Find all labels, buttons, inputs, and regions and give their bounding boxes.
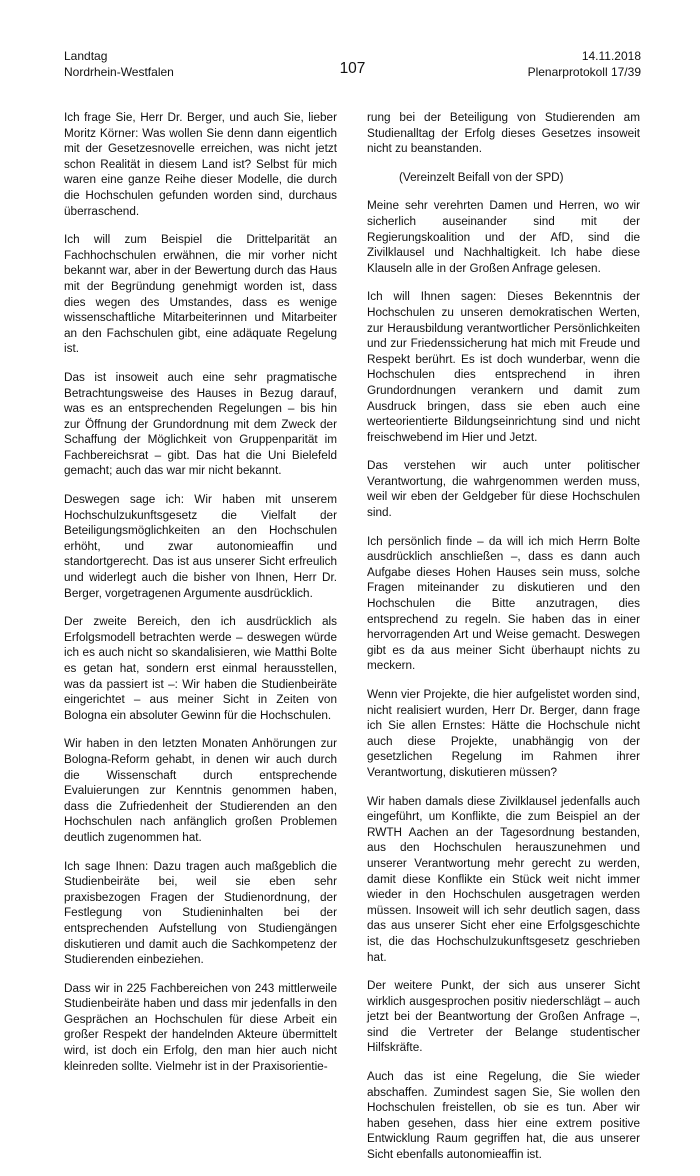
right-column xyxy=(367,110,640,1176)
paragraph: Ich sage Ihnen: Dazu tragen auch maßgeblich die Studienbeiräte bei, weil sie eben sehr praxisbezogen Fragen der Studienordnung, der Festlegung von Studieninhalten bei der entsprechenden Aufstellung von Studiengängen diskutieren und damit auch die Sachkompetenz der Studierenden einbeziehen. xyxy=(64,859,337,967)
header-parliament-line: Nordrhein-Westfalen xyxy=(64,65,174,79)
header-parliament-line: Landtag xyxy=(64,49,108,63)
paragraph: Ich will zum Beispiel die Drittelparität an Fachhochschulen erwähnen, die mir vorher nicht bekannt war, aber in der Bewertung durch das Haus mit der Begründung genehmigt worden ist, dass dies wegen des Umstandes, dass es wenige wissenschaftliche Mitarbeiterinnen und Mitarbeiter an den Fachschulen gibt, eine adäquate Regelung ist. xyxy=(64,233,337,356)
paragraph: Der weitere Punkt, der sich aus unserer Sicht wirklich ausgesprochen positiv niederschlägt – auch jetzt bei der Beantwortung der Großen Anfrage –, sind die Vertreter der Belange studentischer Hilfskräfte. xyxy=(367,979,640,1055)
interjection: (Vereinzelt Beifall von der SPD) xyxy=(399,170,564,184)
paragraph: Der zweite Bereich, den ich ausdrücklich als Erfolgsmodell betrachten werde – deswegen würde ich es auch nicht so skandalisieren, wie Matthi Bolte es getan hat, sondern erst einmal herausstellen, was da passiert ist –: Wir haben die Studienbeiräte eingerichtet – aus meiner Sicht in Zeiten von Bologna ein absoluter Gewinn für die Hochschulen. xyxy=(64,615,337,722)
paragraph: Das ist insoweit auch eine sehr pragmatische Betrachtungsweise des Hauses in Bezug darauf, was es an entsprechenden Regelungen – bis hin zur Öffnung der Grundordnung mit dem Zweck der Schaffung der Möglichkeit von Gruppenparität im Fachbereichsrat – gibt. Das hat die Uni Bielefeld gemacht; auch das war mir nicht bekannt. xyxy=(64,370,337,478)
paragraph: Dass wir in 225 Fachbereichen von 243 mittlerweile Studienbeiräte haben und dass mir jedenfalls in den Gesprächen an Hochschulen für diese Arbeit ein großer Respekt der handelnden Akteure übermittelt wird, ist doch ein Erfolg, den man hier auch nicht kleinreden sollte. Vielmehr ist in der Praxisorientie- xyxy=(64,981,337,1073)
header-date: 14.11.2018 xyxy=(581,49,641,63)
header-protocol-number: Plenarprotokoll 17/39 xyxy=(527,65,641,79)
header-protocol xyxy=(528,48,641,80)
paragraph: Ich will Ihnen sagen: Dieses Bekenntnis der Hochschulen zu unseren demokratischen Werten, zur Herausbildung verantwortlicher Persönlichkeiten und zur Friedenssicherung hat mich mit Freude und Respekt berührt. Es ist doch wunderbar, wenn die Hochschulen dies entsprechend in ihren Grundordnungen verankern und damit zum Ausdruck bringen, dass sie eben auch eine werteorientierte Bildungseinrichtung sind und nicht freischwebend im Hier und Jetzt. xyxy=(367,290,640,444)
paragraph: Wir haben in den letzten Monaten Anhörungen zur Bologna-Reform gehabt, in denen wir auch durch die Wissenschaft durch entsprechende Evaluierungen zur Kenntnis genommen haben, dass die Zufriedenheit der Studierenden an den Hochschulen nach anfänglich großen Problemen deutlich zugenommen hat. xyxy=(64,737,337,844)
paragraph: Wenn vier Projekte, die hier aufgelistet worden sind, nicht realisiert wurden, Herr Dr. Berger, dann frage ich Sie allen Ernstes: Hätte die Hochschule nicht auch diese Projekte, unabhängig von der gesetzlichen Regelung im Rahmen ihrer Verantwortung, diskutieren müssen? xyxy=(367,688,640,779)
paragraph: Deswegen sage ich: Wir haben mit unserem Hochschulzukunftsgesetz die Vielfalt der Beteiligungsmöglichkeiten an den Hochschulen erhöht, und zwar autonomieaffin und standortgerecht. Das ist aus unserer Sicht erfreulich und widerlegt auch die bisher von Ihnen, Herr Dr. Berger, vorgetragenen Argumente ausdrücklich. xyxy=(64,493,337,600)
paragraph: Das verstehen wir auch unter politischer Verantwortung, die wahrgenommen werden muss, weil wir eben der Geldgeber für diese Hochschulen sind. xyxy=(367,459,640,520)
paragraph: Meine sehr verehrten Damen und Herren, wo wir sicherlich auseinander sind mit der Regierungskoalition und der AfD, sind die Zivilklausel und Nachhaltigkeit. Ich habe diese Klauseln alle in der Großen Anfrage gelesen. xyxy=(367,199,640,275)
page-header xyxy=(64,48,641,82)
paragraph: rung bei der Beteiligung von Studierenden am Studienalltag der Erfolg dieses Gesetzes insoweit nicht zu beanstanden. xyxy=(367,111,640,156)
paragraph: Auch das ist eine Regelung, die Sie wieder abschaffen. Zumindest sagen Sie, Sie wollen den Hochschulen freistellen, ob sie es tun. Aber wir haben gesehen, dass hier eine extrem positive Entwicklung Raum gegriffen hat, die aus unserer Sicht ebenfalls autonomieaffin ist. xyxy=(367,1070,640,1162)
paragraph: Wir haben damals diese Zivilklausel jedenfalls auch eingeführt, um Konflikte, die zum Beispiel an der RWTH Aachen an der Tagesordnung bestanden, aus den Hochschulen herauszunehmen und unserer Verantwortung mehr gerecht zu werden, damit diese Konflikte ein Stück weit nicht immer wieder in den Hochschulen ausgetragen werden müssen. Insoweit will ich sehr deutlich sagen, dass das aus unserer Sicht eher eine Erfolgsgeschichte ist, die das Hochschulzukunftsgesetz geschrieben hat. xyxy=(367,794,640,964)
paragraph: Ich frage Sie, Herr Dr. Berger, und auch Sie, lieber Moritz Körner: Was wollen Sie denn dann eigentlich mit der Gesetzesnovelle erreichen, was nicht jetzt schon Realität in diesem Land ist? Selbst für mich waren eine ganze Reihe dieser Modelle, die durch die Hochschulen gefunden worden sind, durchaus überraschend. xyxy=(64,111,337,218)
left-column xyxy=(64,110,337,1087)
page-number: 107 xyxy=(339,60,366,77)
paragraph: Ich persönlich finde – da will ich mich Herrn Bolte ausdrücklich anschließen –, dass es dann auch Aufgabe dieses Hohen Hauses sein muss, solche Fragen miteinander zu diskutieren und den Hochschulen die Bitte anzutragen, dies entsprechend zu regeln. Sie haben das in einer hervorragenden Art und Weise gemacht. Deswegen gibt es da aus meiner Sicht überhaupt nichts zu meckern. xyxy=(367,534,640,673)
